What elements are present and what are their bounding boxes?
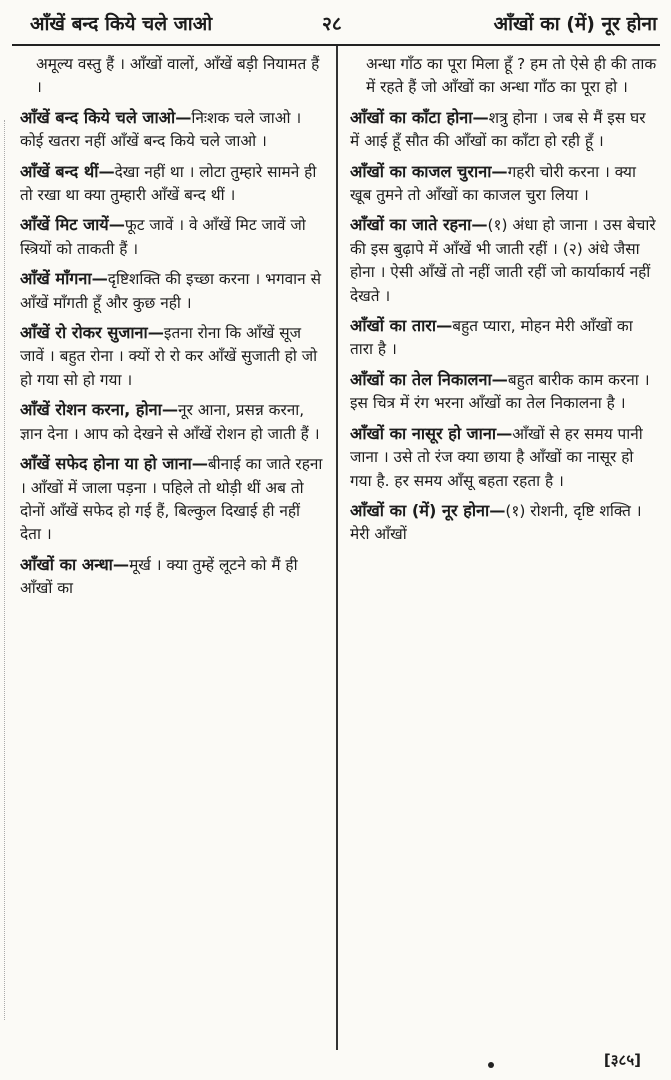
entry-definition: फूट जावें । वे आँखें मिट जावें जो स्त्रियों को ताकती हैं ।: [20, 216, 306, 258]
dictionary-entry-continued: [350, 53, 658, 100]
entry-definition: बीनाई का जाते रहना । आँखों में जाला पड़ना । पहिले तो थोड़ी थीं अब तो दोनों आँखें सफेद हो गई हैं, बिल्कुल दिखाई ही नहीं देता ।: [20, 455, 323, 544]
dictionary-entry: आँखों का (में) नूर होना—(१) रोशनी, दृष्टि शक्ति । मेरी आँखों: [350, 500, 642, 544]
right-column: [350, 53, 658, 553]
entry-definition: बहुत प्यारा, मोहन मेरी आँखों का तारा है ।: [350, 317, 633, 359]
entry-headword: आँखें बन्द थीं: [20, 161, 99, 181]
page-number: २८: [322, 13, 342, 35]
entry-headword: आँखों का अन्धा: [20, 554, 113, 574]
entry-headword: आँखों का काँटा होना: [350, 107, 473, 127]
dictionary-entry: आँखों का काँटा होना—शत्रु होना । जब से मैं इस घर में आई हूँ सौत की आँखों का काँटा हो रही हूँ ।: [350, 107, 646, 151]
entry-headword: आँखें माँगना: [20, 269, 92, 289]
entry-definition: बहुत बारीक काम करना । इस चित्र में रंग भरना आँखों का तेल निकालना है ।: [350, 370, 650, 413]
entry-headword: आँखें बन्द किये चले जाओ: [20, 107, 176, 127]
dictionary-entry: आँखों का काजल चुराना—गहरी चोरी करना । क्या खूब तुमने तो आँखों का काजल चुरा लिया ।: [350, 161, 636, 205]
dictionary-entry: आँखों का तारा—बहुत प्यारा, मोहन मेरी आँखों का तारा है ।: [350, 316, 633, 359]
dictionary-entry: आँखों का नासूर हो जाना—आँखों से हर समय पानी जाना । उसे तो रंज क्या छाया है आँखों का नासूर हो गया है. हर समय आँसू बहता रहता है ।: [350, 423, 643, 490]
dictionary-entry: आँखों का जाते रहना—(१) अंधा हो जाना । उस बेचारे की इस बुढ़ापे में आँखें भी जाती रहीं । (२) अंधे जैसा होना । ऐसी आँखें तो नहीं जाती रहीं जो कार्याकार्य नहीं देखते ।: [350, 215, 656, 305]
entry-headword: आँखों का (में) नूर होना: [350, 500, 490, 520]
dictionary-entry: आँखों का अन्धा—मूर्ख । क्या तुम्हें लूटने को मैं ही आँखों का: [20, 554, 298, 598]
footer-page-ref: [३८५]: [603, 1051, 641, 1069]
dictionary-entry: आँखें मिट जायें—फूट जावें । वे आँखें मिट जावें जो स्त्रियों को ताकती हैं ।: [20, 215, 306, 258]
entry-headword: आँखें सफेद होना या हो जाना: [20, 454, 192, 474]
running-header: [0, 0, 671, 46]
left-column: [20, 53, 325, 607]
entry-definition: (१) रोशनी, दृष्टि शक्ति । मेरी आँखों: [350, 501, 642, 544]
entry-headword: आँखों का तारा: [350, 316, 437, 336]
entry-text: अमूल्य वस्तु हैं । आँखों वालों, आँखें बड़ी नियामत हैं ।: [36, 55, 320, 97]
dictionary-entry: आँखें बन्द किये चले जाओ—निःशक चले जाओ । कोई खतरा नहीं आँखें बन्द किये चले जाओ ।: [20, 107, 302, 151]
entry-definition: इतना रोना कि आँखें सूज जावें । बहुत रोना । क्यों रो रो कर आँखें सुजाती हो जो हो गया सो हो गया ।: [20, 324, 318, 389]
entry-headword: आँखों का जाते रहना: [350, 215, 472, 235]
entry-definition: दृष्टिशक्ति की इच्छा करना । भगवान से आँखें माँगती हूँ और कुछ नही ।: [20, 270, 322, 312]
entry-headword: आँखें रोशन करना, होना: [20, 400, 162, 420]
entry-headword: आँखें रो रोकर सुजाना: [20, 323, 148, 343]
dictionary-entry: आँखें बन्द थीं—देखा नहीं था । लोटा तुम्हारे सामने ही तो रखा था क्या तुम्हारी आँखें बन्द थीं ।: [20, 161, 317, 205]
dictionary-entry-continued: [20, 53, 325, 100]
entry-definition: नूर आना, प्रसन्न करना, ज्ञान देना । आप को देखने से आँखें रोशन हो जाती हैं ।: [20, 401, 320, 443]
entry-definition: निःशक चले जाओ । कोई खतरा नहीं आँखें बन्द किये चले जाओ ।: [20, 108, 302, 151]
entry-headword: आँखों का नासूर हो जाना: [350, 423, 497, 443]
entry-definition: देखा नहीं था । लोटा तुम्हारे सामने ही तो रखा था क्या तुम्हारी आँखें बन्द थीं ।: [20, 162, 317, 205]
dictionary-entry: आँखें माँगना—दृष्टिशक्ति की इच्छा करना । भगवान से आँखें माँगती हूँ और कुछ नही ।: [20, 269, 322, 312]
entry-definition: आँखों से हर समय पानी जाना । उसे तो रंज क्या छाया है आँखों का नासूर हो गया है. हर समय आँसू बहता रहता है ।: [350, 424, 643, 490]
column-divider: [336, 46, 338, 1050]
footer-dot: [488, 1062, 494, 1068]
dictionary-entry: आँखें रोशन करना, होना—नूर आना, प्रसन्न करना, ज्ञान देना । आप को देखने से आँखें रोशन हो जाती हैं ।: [20, 400, 320, 443]
entry-definition: मूर्ख । क्या तुम्हें लूटने को मैं ही आँखों का: [20, 555, 298, 598]
dictionary-entry: आँखें रो रोकर सुजाना—इतना रोना कि आँखें सूज जावें । बहुत रोना । क्यों रो रो कर आँखें सुजाती हो जो हो गया सो हो गया ।: [20, 323, 318, 389]
dictionary-entry: आँखें सफेद होना या हो जाना—बीनाई का जाते रहना । आँखों में जाला पड़ना । पहिले तो थोड़ी थीं अब तो दोनों आँखें सफेद हो गई हैं, बिल्कुल दिखाई ही नहीं देता ।: [20, 454, 323, 544]
entry-text: अन्धा गाँठ का पूरा मिला हूँ ? हम तो ऐसे ही की ताक में रहते हैं जो आँखों का अन्धा गाँठ का पूरा हो ।: [366, 55, 657, 97]
entry-headword: आँखों का तेल निकालना: [350, 369, 492, 389]
entry-headword: आँखें मिट जायें: [20, 215, 109, 235]
entry-definition: शत्रु होना । जब से मैं इस घर में आई हूँ सौत की आँखों का काँटा हो रही हूँ ।: [350, 108, 646, 151]
entry-definition: गहरी चोरी करना । क्या खूब तुमने तो आँखों का काजल चुरा लिया ।: [350, 162, 636, 205]
scan-margin-mark: [4, 120, 5, 1020]
header-left-title: आँखें बन्द किये चले जाओ: [30, 13, 213, 35]
entry-definition: (१) अंधा हो जाना । उस बेचारे की इस बुढ़ापे में आँखें भी जाती रहीं । (२) अंधे जैसा होना । ऐसी आँखें तो नहीं जाती रहीं जो कार्याकार्य नहीं देखते ।: [350, 216, 656, 305]
entry-headword: आँखों का काजल चुराना: [350, 161, 492, 181]
dictionary-entry: आँखों का तेल निकालना—बहुत बारीक काम करना । इस चित्र में रंग भरना आँखों का तेल निकालना है ।: [350, 369, 650, 413]
header-right-title: आँखों का (में) नूर होना: [493, 13, 657, 35]
